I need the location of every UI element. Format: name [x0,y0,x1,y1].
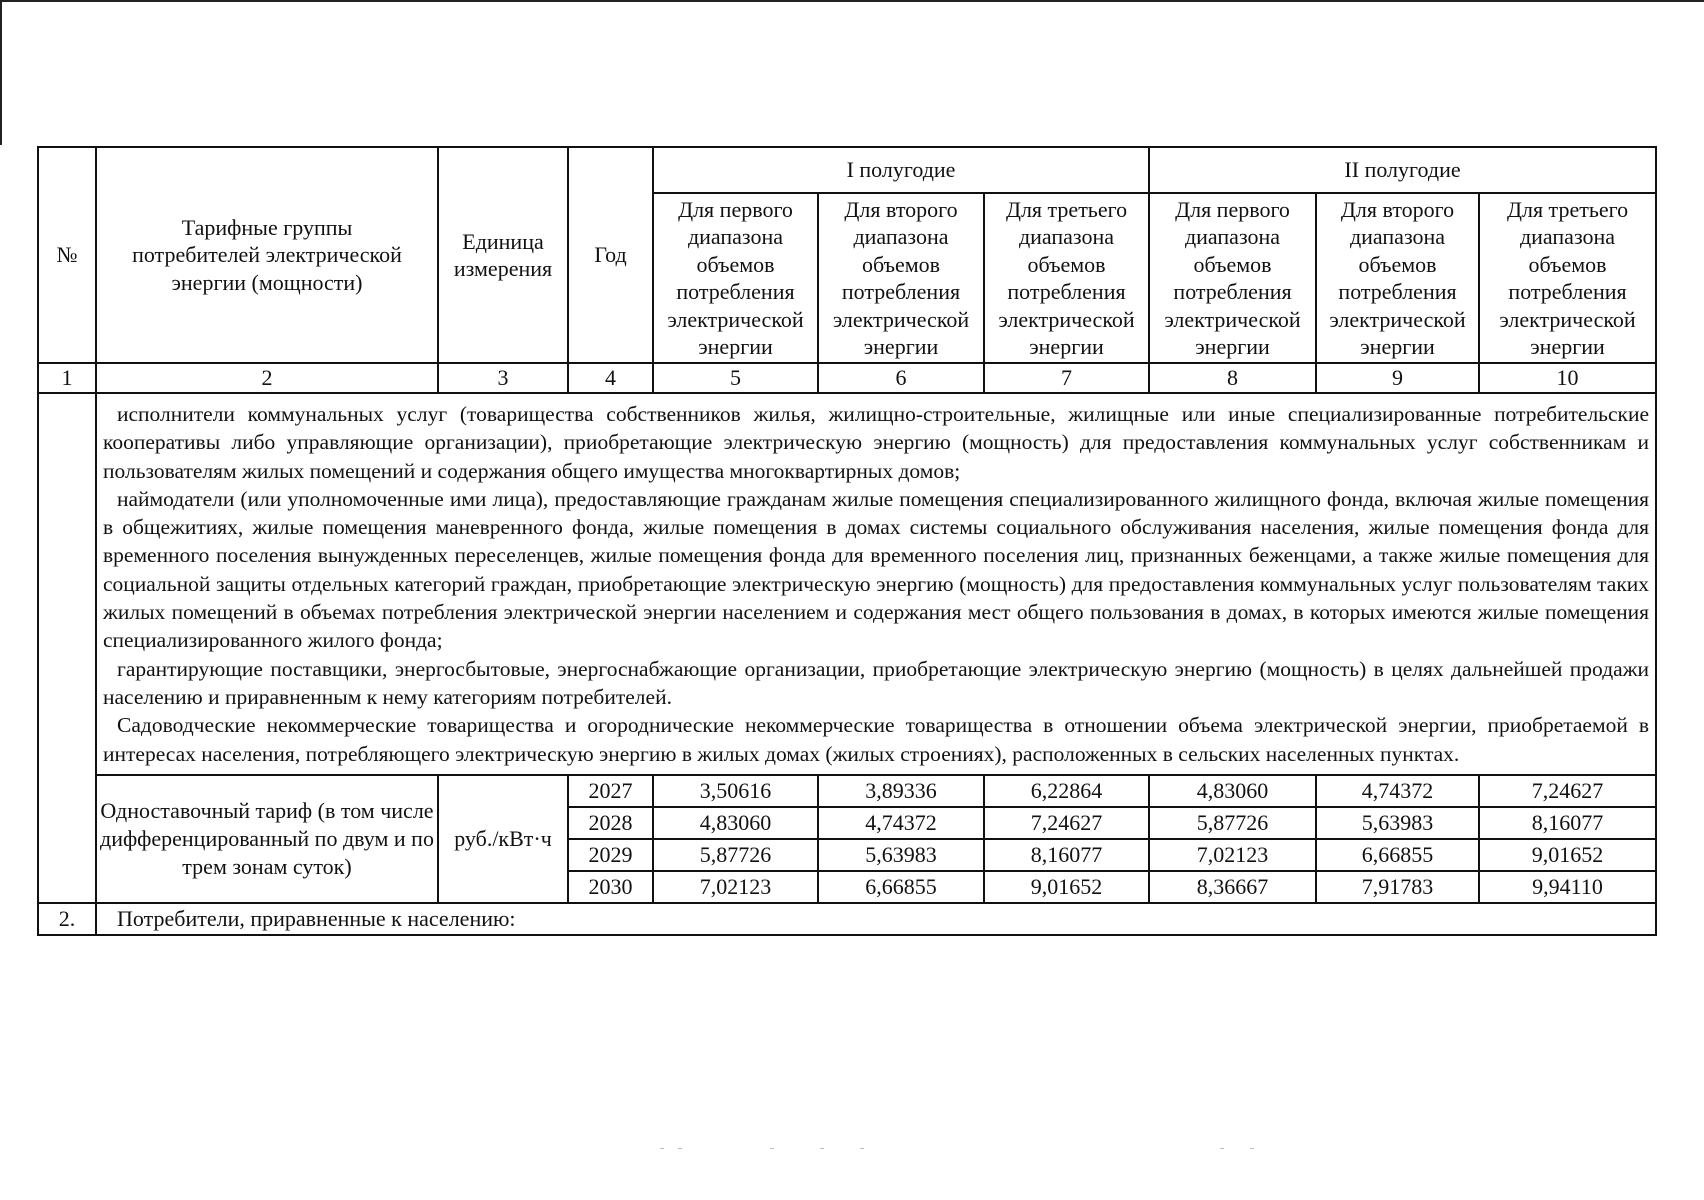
section-2-title: Потребители, приравненные к населению: [96,903,1656,935]
tariff-value: 9,94110 [1479,871,1656,903]
column-number-row [38,363,1656,393]
column-number: 5 [653,363,818,393]
page-left-edge [0,0,2,145]
tariff-value: 6,66855 [1316,839,1479,871]
tariff-value: 3,89336 [818,775,984,807]
column-number: 4 [568,363,653,393]
scan-specks [660,1148,1280,1150]
page-top-edge [0,0,1704,2]
tariff-row [38,775,1656,807]
tariff-value: 5,63983 [1316,807,1479,839]
tariff-value: 5,87726 [1149,807,1316,839]
tariff-document [37,146,1657,936]
tariff-value: 4,83060 [1149,775,1316,807]
tariff-label: Одноставочный тариф (в том числе дифференцированный по двум и по трем зонам суток) [96,775,438,903]
column-number: 7 [984,363,1149,393]
column-number: 8 [1149,363,1316,393]
header-range-cell: Для третьего диапазона объемов потребления электрической энергии [984,193,1149,363]
tariff-value: 3,50616 [653,775,818,807]
tariff-value: 9,01652 [1479,839,1656,871]
tariff-year: 2028 [568,807,653,839]
header-first-half: I полугодие [653,147,1149,193]
tariff-year: 2027 [568,775,653,807]
tariff-value: 7,91783 [1316,871,1479,903]
tariff-value: 4,83060 [653,807,818,839]
column-number: 6 [818,363,984,393]
tariff-value: 7,02123 [1149,839,1316,871]
description-paragraph: наймодатели (или уполномоченные ими лица), предоставляющие гражданам жилые помещения специализированного жилищного фонда, включая жилые помещения в общежитиях, жилые помещения маневренного фонда, жилые помещения в домах системы социального обслуживания населения, жилые помещения фонда для временного поселения вынужденных переселенцев, жилые помещения фонда для временного поселения лиц, признанных беженцами, а также жилые помещения для социальной защиты отдельных категорий граждан, приобретающие электрическую энергию (мощность) для предоставления коммунальных услуг пользователям таких жилых помещений в объемах потребления электрической энергии населением и содержания мест общего пользования в домах, в которых имеются жилые помещения специализированного жилого фонда; [103,486,1650,653]
description-paragraph: Садоводческие некоммерческие товарищества и огороднические некоммерческие товарищества в отношении объема электрической энергии, приобретаемой в интересах населения, потребляющего электрическую энергию в жилых домах (жилых строениях), расположенных в сельских населенных пунктах. [103,713,1650,766]
tariff-value: 4,74372 [818,807,984,839]
description-paragraph: гарантирующие поставщики, энергосбытовые, энергоснабжающие организации, приобретающие электрическую энергию (мощность) в целях дальнейшей продажи населению и приравненным к нему категориям потребителей. [103,656,1650,709]
column-number: 2 [96,363,438,393]
tariff-value: 8,16077 [1479,807,1656,839]
header-unit: Единица измерения [438,147,568,363]
tariff-value: 9,01652 [984,871,1149,903]
section-number-empty [38,393,96,903]
tariff-value: 7,24627 [984,807,1149,839]
tariff-unit: руб./кВт·ч [438,775,568,903]
header-second-half: II полугодие [1149,147,1656,193]
section-2-number: 2. [38,903,96,935]
tariff-value: 4,74372 [1316,775,1479,807]
column-number: 10 [1479,363,1656,393]
section-2-row [38,903,1656,935]
tariff-value: 7,02123 [653,871,818,903]
tariff-value: 8,36667 [1149,871,1316,903]
tariff-value: 5,87726 [653,839,818,871]
tariff-value: 6,66855 [818,871,984,903]
column-number: 1 [38,363,96,393]
tariff-value: 7,24627 [1479,775,1656,807]
header-tariff-group: Тарифные группы потребителей электрической энергии (мощности) [96,147,438,363]
tariff-table [37,146,1657,936]
header-range-cell: Для первого диапазона объемов потребления электрической энергии [653,193,818,363]
consumer-description [96,393,1656,775]
header-number: № [38,147,96,363]
header-range-cell: Для третьего диапазона объемов потребления электрической энергии [1479,193,1656,363]
tariff-year: 2030 [568,871,653,903]
header-range-cell: Для второго диапазона объемов потребления электрической энергии [1316,193,1479,363]
tariff-value: 6,22864 [984,775,1149,807]
description-paragraph: исполнители коммунальных услуг (товарищества собственников жилья, жилищно-строительные, жилищные или иные специализированные потребительские кооперативы либо управляющие организации), приобретающие электрическую энергию (мощность) для предоставления коммунальных услуг собственникам и пользователям жилых помещений и содержания общего имущества многоквартирных домов; [103,402,1650,483]
header-range-cell: Для первого диапазона объемов потребления электрической энергии [1149,193,1316,363]
column-number: 9 [1316,363,1479,393]
tariff-value: 8,16077 [984,839,1149,871]
header-range-cell: Для второго диапазона объемов потребления электрической энергии [818,193,984,363]
header-year: Год [568,147,653,363]
tariff-year: 2029 [568,839,653,871]
tariff-value: 5,63983 [818,839,984,871]
column-number: 3 [438,363,568,393]
